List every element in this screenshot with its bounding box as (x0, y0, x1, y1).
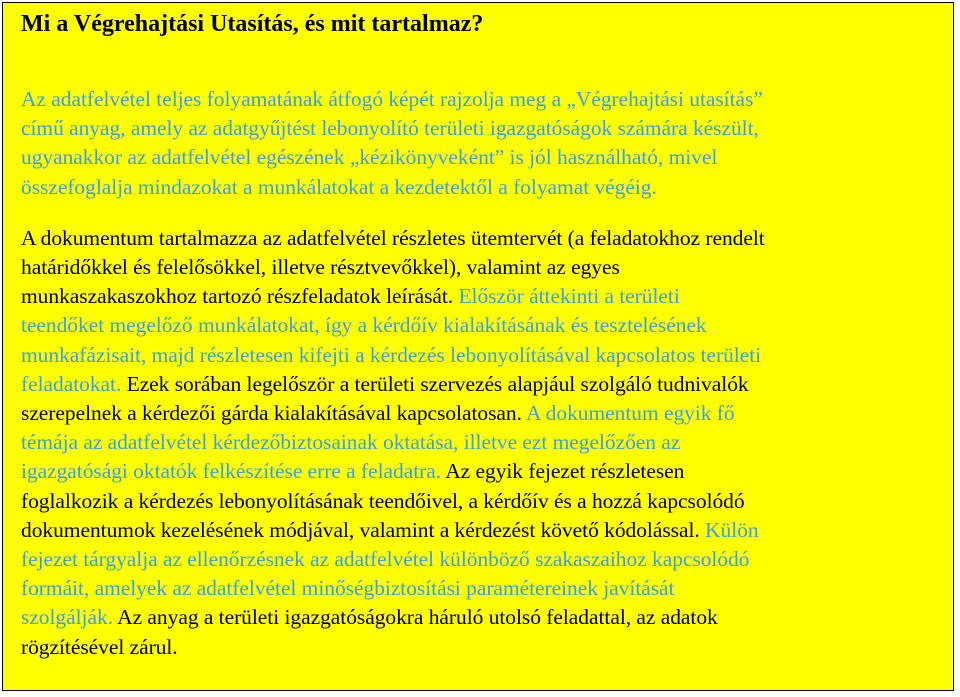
sentence-highlighted: A dokumentum egyik fő (521, 401, 735, 426)
paragraph-line (21, 457, 939, 486)
sentence: foglalkozik a kérdezés lebonyolításának teendőivel, a kérdőív és a hozzá kapcsolódó (21, 488, 745, 513)
sentence: Az anyag a területi igazgatóságokra háruló utolsó feladattal, az adatok (113, 605, 718, 630)
sentence: szerepelnek a kérdezői gárda kialakításával kapcsolatosan. (21, 401, 522, 426)
document-box (2, 2, 954, 691)
paragraph-intro (21, 85, 939, 202)
paragraph-line (21, 341, 939, 370)
sentence: munkaszakaszokhoz tartozó részfeladatok leírását. (21, 284, 454, 309)
sentence: Ezek sorában legelőször a területi szervezés alapjául szolgáló tudnivalók (121, 371, 749, 396)
sentence-highlighted: Külön (699, 517, 759, 542)
paragraph-line (21, 574, 939, 603)
sentence-highlighted: fejezet tárgyalja az ellenőrzésnek az adatfelvétel különböző szakaszaihoz kapcsolódó (21, 547, 750, 572)
paragraph-line: ugyanakkor az adatfelvétel egészének „kézikönyveként” is jól használható, mivel (21, 145, 718, 170)
sentence-highlighted: igazgatósági oktatók felkészítése erre a feladatra. (21, 459, 442, 484)
sentence: A dokumentum tartalmazza az adatfelvétel részletes ütemtervét (a feladatokhoz rendelt (21, 225, 765, 250)
sentence: rögzítésével zárul. (21, 634, 178, 659)
paragraph-line (21, 311, 939, 340)
paragraph-line (21, 545, 939, 574)
paragraph-line (21, 253, 939, 282)
sentence-highlighted: Először áttekinti a területi (453, 284, 680, 309)
paragraph-contents (21, 224, 939, 662)
sentence-highlighted: teendőket megelőző munkálatokat, így a kérdőív kialakításának és tesztelésének (21, 313, 707, 338)
paragraph-line (21, 224, 939, 253)
sentence: Az egyik fejezet részletesen (441, 459, 685, 484)
sentence-highlighted: formáit, amelyek az adatfelvétel minőségbiztosítási paramétereinek javítását (21, 576, 675, 601)
page-title: Mi a Végrehajtási Utasítás, és mit tartalmaz? (21, 11, 484, 37)
paragraph-line (21, 633, 939, 662)
paragraph-line (21, 487, 939, 516)
paragraph-line (21, 399, 939, 428)
sentence-highlighted: feladatokat. (21, 371, 122, 396)
paragraph-line (21, 370, 939, 399)
paragraph-line: Az adatfelvétel teljes folyamatának átfogó képét rajzolja meg a „Végrehajtási utasítás” (21, 87, 763, 111)
sentence: dokumentumok kezelésének módjával, valamint a kérdezést követő kódolással. (21, 517, 700, 542)
paragraph-line (21, 603, 939, 632)
sentence-highlighted: szolgálják. (21, 605, 113, 630)
paragraph-line (21, 516, 939, 545)
paragraph-line: összefoglalja mindazokat a munkálatokat a kezdetektől a folyamat végéig. (21, 174, 657, 199)
sentence: határidőkkel és felelősökkel, illetve résztvevőkkel), valamint az egyes (21, 255, 620, 280)
paragraph-line: című anyag, amely az adatgyűjtést lebonyolító területi igazgatóságok számára készült, (21, 116, 759, 141)
paragraph-line (21, 428, 939, 457)
sentence-highlighted: munkafázisait, majd részletesen kifejti a kérdezés lebonyolításával kapcsolatos területi (21, 342, 762, 367)
sentence-highlighted: témája az adatfelvétel kérdezőbiztosainak oktatása, illetve ezt megelőzően az (21, 430, 681, 455)
paragraph-line (21, 282, 939, 311)
